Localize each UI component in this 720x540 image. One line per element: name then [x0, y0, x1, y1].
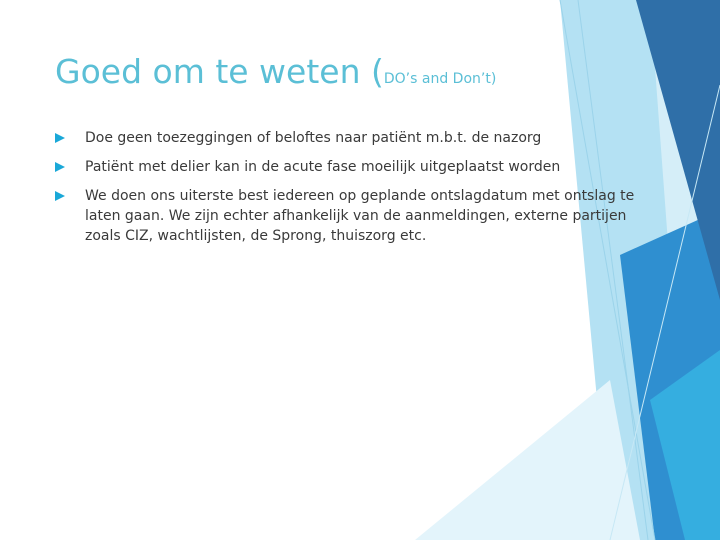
- bullet-list: [55, 128, 645, 255]
- bullet-item: [55, 128, 645, 148]
- triangle-bullet-icon: [55, 191, 65, 201]
- triangle-bullet-icon: [55, 162, 65, 172]
- slide-title-paren: (: [371, 52, 384, 91]
- slide-title-main: Goed om te weten: [55, 52, 371, 91]
- triangle-bullet-icon: [55, 133, 65, 143]
- bullet-text: Patiënt met delier kan in de acute fase moeilijk uitgeplaatst worden: [85, 159, 561, 175]
- bullet-item: [55, 186, 645, 246]
- bullet-item: [55, 157, 645, 177]
- bullet-text: We doen ons uiterste best iedereen op geplande ontslagdatum met ontslag te laten gaan. We zijn echter afhankelijk van de aanmeldingen, externe partijen zoals CIZ, wachtlijsten, de Sprong, thuiszorg etc.: [85, 188, 635, 244]
- slide-title: [55, 52, 496, 91]
- facet-left-tint: [415, 380, 640, 540]
- bullet-text: Doe geen toezeggingen of beloftes naar patiënt m.b.t. de nazorg: [85, 130, 542, 146]
- slide-title-sub: DO’s and Don’t): [383, 71, 497, 87]
